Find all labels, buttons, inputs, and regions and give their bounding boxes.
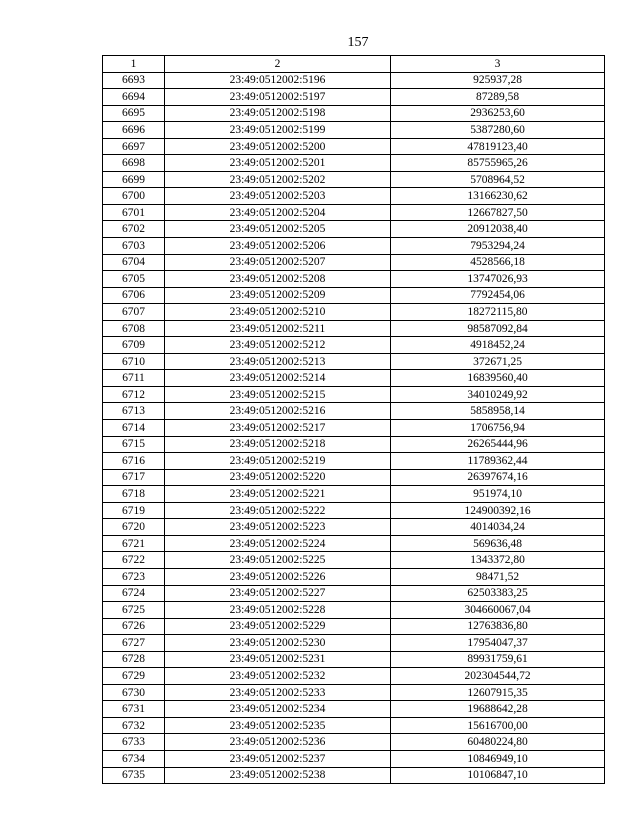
row-number-cell: 6693 [103,72,165,89]
column-header-1: 1 [103,56,165,73]
row-number-cell: 6710 [103,353,165,370]
row-number-cell: 6730 [103,684,165,701]
value-cell: 20912038,40 [391,221,605,238]
table-row [103,271,605,288]
row-number-cell: 6718 [103,486,165,503]
cadastral-number-cell: 23:49:0512002:5215 [165,386,391,403]
row-number-cell: 6731 [103,701,165,718]
table-row [103,552,605,569]
row-number-cell: 6721 [103,535,165,552]
table-row [103,519,605,536]
table-row [103,486,605,503]
value-cell: 5858958,14 [391,403,605,420]
cadastral-number-cell: 23:49:0512002:5205 [165,221,391,238]
cadastral-number-cell: 23:49:0512002:5204 [165,204,391,221]
row-number-cell: 6707 [103,304,165,321]
value-cell: 34010249,92 [391,386,605,403]
table-row [103,436,605,453]
cadastral-number-cell: 23:49:0512002:5225 [165,552,391,569]
cadastral-number-cell: 23:49:0512002:5210 [165,304,391,321]
row-number-cell: 6713 [103,403,165,420]
cadastral-number-cell: 23:49:0512002:5229 [165,618,391,635]
cadastral-number-cell: 23:49:0512002:5237 [165,750,391,767]
value-cell: 124900392,16 [391,502,605,519]
cadastral-number-cell: 23:49:0512002:5234 [165,701,391,718]
cadastral-number-cell: 23:49:0512002:5197 [165,89,391,106]
row-number-cell: 6726 [103,618,165,635]
table-row [103,420,605,437]
table-row [103,254,605,271]
table-row [103,171,605,188]
table-row [103,717,605,734]
value-cell: 26397674,16 [391,469,605,486]
row-number-cell: 6712 [103,386,165,403]
cadastral-number-cell: 23:49:0512002:5214 [165,370,391,387]
row-number-cell: 6715 [103,436,165,453]
value-cell: 12763836,80 [391,618,605,635]
value-cell: 89931759,61 [391,651,605,668]
row-number-cell: 6735 [103,767,165,784]
value-cell: 7792454,06 [391,287,605,304]
row-number-cell: 6724 [103,585,165,602]
value-cell: 10846949,10 [391,750,605,767]
page-number: 157 [347,35,369,50]
row-number-cell: 6702 [103,221,165,238]
cadastral-number-cell: 23:49:0512002:5238 [165,767,391,784]
table-row [103,684,605,701]
table-row [103,105,605,122]
row-number-cell: 6706 [103,287,165,304]
column-header-2: 2 [165,56,391,73]
row-number-cell: 6732 [103,717,165,734]
cadastral-number-cell: 23:49:0512002:5200 [165,138,391,155]
row-number-cell: 6708 [103,320,165,337]
row-number-cell: 6705 [103,271,165,288]
cadastral-number-cell: 23:49:0512002:5231 [165,651,391,668]
value-cell: 13747026,93 [391,271,605,288]
table-row [103,304,605,321]
table-row [103,188,605,205]
value-cell: 4528566,18 [391,254,605,271]
table-row [103,89,605,106]
cadastral-number-cell: 23:49:0512002:5226 [165,568,391,585]
table-row [103,204,605,221]
cadastral-number-cell: 23:49:0512002:5223 [165,519,391,536]
cadastral-number-cell: 23:49:0512002:5216 [165,403,391,420]
row-number-cell: 6719 [103,502,165,519]
row-number-cell: 6717 [103,469,165,486]
value-cell: 11789362,44 [391,453,605,470]
cadastral-number-cell: 23:49:0512002:5232 [165,668,391,685]
cadastral-number-cell: 23:49:0512002:5209 [165,287,391,304]
row-number-cell: 6728 [103,651,165,668]
value-cell: 2936253,60 [391,105,605,122]
row-number-cell: 6720 [103,519,165,536]
row-number-cell: 6696 [103,122,165,139]
row-number-cell: 6722 [103,552,165,569]
table-row [103,635,605,652]
value-cell: 13166230,62 [391,188,605,205]
cadastral-number-cell: 23:49:0512002:5201 [165,155,391,172]
value-cell: 12607915,35 [391,684,605,701]
cadastral-number-cell: 23:49:0512002:5207 [165,254,391,271]
value-cell: 85755965,26 [391,155,605,172]
row-number-cell: 6709 [103,337,165,354]
value-cell: 925937,28 [391,72,605,89]
row-number-cell: 6725 [103,602,165,619]
cadastral-number-cell: 23:49:0512002:5220 [165,469,391,486]
value-cell: 5708964,52 [391,171,605,188]
row-number-cell: 6727 [103,635,165,652]
table-row [103,138,605,155]
value-cell: 17954047,37 [391,635,605,652]
table-row [103,602,605,619]
table-row [103,287,605,304]
table-row [103,122,605,139]
cadastral-number-cell: 23:49:0512002:5222 [165,502,391,519]
row-number-cell: 6733 [103,734,165,751]
table-row [103,370,605,387]
table-body [103,72,605,784]
value-cell: 4918452,24 [391,337,605,354]
row-number-cell: 6695 [103,105,165,122]
row-number-cell: 6694 [103,89,165,106]
cadastral-number-cell: 23:49:0512002:5221 [165,486,391,503]
value-cell: 569636,48 [391,535,605,552]
cadastral-number-cell: 23:49:0512002:5208 [165,271,391,288]
table-row [103,238,605,255]
value-cell: 16839560,40 [391,370,605,387]
row-number-cell: 6699 [103,171,165,188]
row-number-cell: 6701 [103,204,165,221]
value-cell: 47819123,40 [391,138,605,155]
row-number-cell: 6697 [103,138,165,155]
table-row [103,469,605,486]
table-row [103,535,605,552]
value-cell: 1343372,80 [391,552,605,569]
row-number-cell: 6723 [103,568,165,585]
cadastral-number-cell: 23:49:0512002:5230 [165,635,391,652]
cadastral-number-cell: 23:49:0512002:5224 [165,535,391,552]
table-row [103,72,605,89]
row-number-cell: 6729 [103,668,165,685]
cadastral-number-cell: 23:49:0512002:5211 [165,320,391,337]
cadastral-number-cell: 23:49:0512002:5206 [165,238,391,255]
value-cell: 202304544,72 [391,668,605,685]
value-cell: 5387280,60 [391,122,605,139]
cadastral-number-cell: 23:49:0512002:5213 [165,353,391,370]
row-number-cell: 6711 [103,370,165,387]
value-cell: 951974,10 [391,486,605,503]
cadastral-number-cell: 23:49:0512002:5198 [165,105,391,122]
row-number-cell: 6698 [103,155,165,172]
value-cell: 4014034,24 [391,519,605,536]
table-row [103,618,605,635]
table-row [103,767,605,784]
cadastral-number-cell: 23:49:0512002:5236 [165,734,391,751]
cadastral-number-cell: 23:49:0512002:5218 [165,436,391,453]
cadastral-value-table [102,55,605,784]
row-number-cell: 6716 [103,453,165,470]
table-row [103,502,605,519]
value-cell: 1706756,94 [391,420,605,437]
cadastral-number-cell: 23:49:0512002:5235 [165,717,391,734]
cadastral-number-cell: 23:49:0512002:5233 [165,684,391,701]
value-cell: 62503383,25 [391,585,605,602]
table-row [103,155,605,172]
table-row [103,353,605,370]
header-row [103,56,605,73]
row-number-cell: 6704 [103,254,165,271]
table-row [103,668,605,685]
value-cell: 304660067,04 [391,602,605,619]
row-number-cell: 6700 [103,188,165,205]
table-row [103,453,605,470]
cadastral-number-cell: 23:49:0512002:5219 [165,453,391,470]
value-cell: 18272115,80 [391,304,605,321]
cadastral-number-cell: 23:49:0512002:5196 [165,72,391,89]
table-row [103,320,605,337]
table-row [103,734,605,751]
table-row [103,386,605,403]
value-cell: 19688642,28 [391,701,605,718]
table-header [103,56,605,73]
value-cell: 372671,25 [391,353,605,370]
row-number-cell: 6734 [103,750,165,767]
cadastral-number-cell: 23:49:0512002:5227 [165,585,391,602]
table-row [103,701,605,718]
value-cell: 98471,52 [391,568,605,585]
value-cell: 98587092,84 [391,320,605,337]
row-number-cell: 6714 [103,420,165,437]
value-cell: 60480224,80 [391,734,605,751]
table-row [103,585,605,602]
cadastral-number-cell: 23:49:0512002:5199 [165,122,391,139]
value-cell: 87289,58 [391,89,605,106]
value-cell: 15616700,00 [391,717,605,734]
value-cell: 7953294,24 [391,238,605,255]
value-cell: 10106847,10 [391,767,605,784]
table-row [103,403,605,420]
table-row [103,221,605,238]
table-row [103,750,605,767]
value-cell: 26265444,96 [391,436,605,453]
cadastral-number-cell: 23:49:0512002:5203 [165,188,391,205]
row-number-cell: 6703 [103,238,165,255]
table-row [103,651,605,668]
table-row [103,568,605,585]
cadastral-number-cell: 23:49:0512002:5202 [165,171,391,188]
table-row [103,337,605,354]
column-header-3: 3 [391,56,605,73]
cadastral-number-cell: 23:49:0512002:5217 [165,420,391,437]
cadastral-number-cell: 23:49:0512002:5228 [165,602,391,619]
cadastral-number-cell: 23:49:0512002:5212 [165,337,391,354]
value-cell: 12667827,50 [391,204,605,221]
